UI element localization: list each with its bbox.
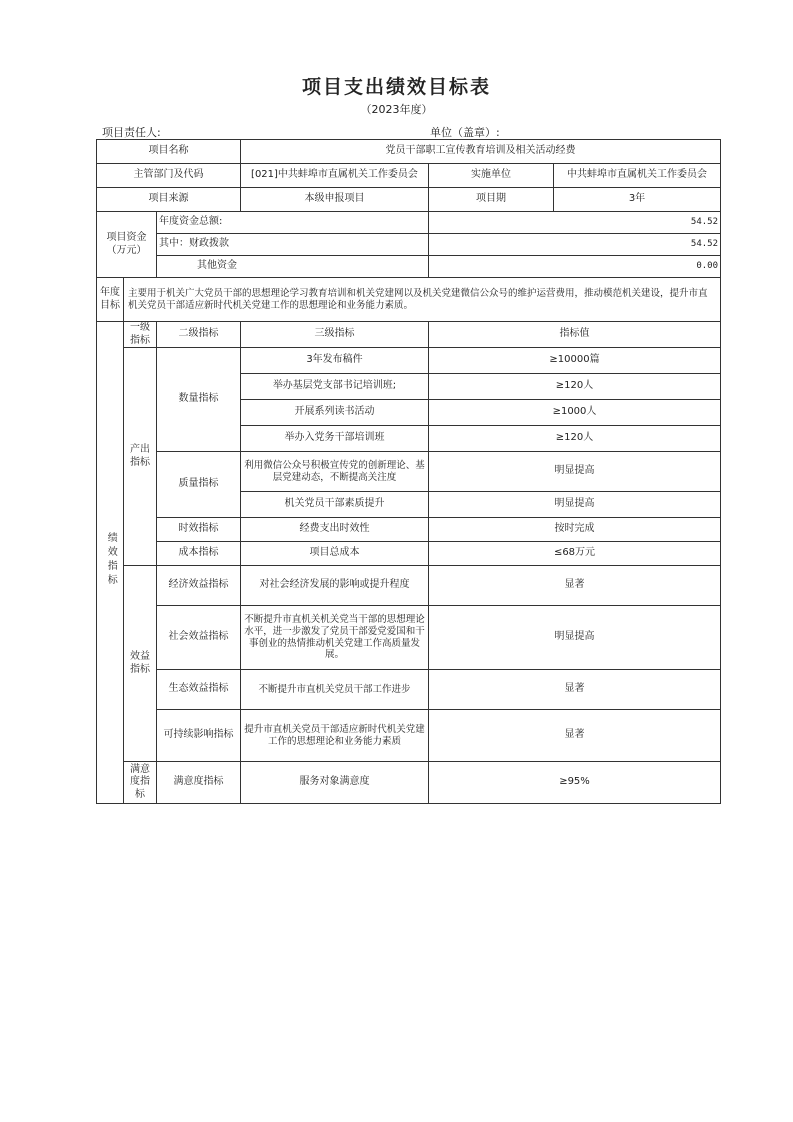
fiscal-year: （2023年度） [360,103,433,116]
timeliness-item-name: 经费支出时效性 [241,518,429,542]
level1-header: 一级 指标 [124,322,157,348]
benefit-index-label: 效益 指标 [124,566,157,762]
sustainable-index-label: 可持续影响指标 [157,710,241,762]
timeliness-item-value: 按时完成 [429,518,721,542]
quantity-item-value: ≥120人 [429,426,721,452]
annual-total-value: 54.52 [429,212,721,234]
project-funds-label: 项目资金 （万元） [97,212,157,278]
annual-goal-text: 主要用于机关广大党员干部的思想理论学习教育培训和机关党建网以及机关党建微信公众号的维护运营费用，推动模范机关建设，提升市直机关党员干部适应新时代机关党建工作的思想理论和业务能力素质。 [124,278,721,322]
performance-index-label: 绩效指标 [105,532,117,589]
sustainable-item-name: 提升市直机关党员干部适应新时代机关党建工作的思想理论和业务能力素质 [241,710,429,762]
social-item-name: 不断提升市直机关机关党当干部的思想理论水平，进一步激发了党员干部爱党爱国和干事创业的热情推动机关党建工作高质量发展。 [241,606,429,670]
quantity-index-label: 数量指标 [157,348,241,452]
ecological-item-name: 不断提升市直机关党员干部工作进步 [241,670,429,710]
ecological-index-label: 生态效益指标 [157,670,241,710]
satisfaction-item-name: 服务对象满意度 [241,762,429,804]
quantity-item-name: 开展系列读书活动 [241,400,429,426]
quantity-item-value: ≥120人 [429,374,721,400]
timeliness-index-label: 时效指标 [157,518,241,542]
project-name-label: 项目名称 [97,140,241,164]
quantity-item-name: 举办入党务干部培训班 [241,426,429,452]
economic-item-value: 显著 [429,566,721,606]
project-period-value: 3年 [554,188,721,212]
ecological-item-value: 显著 [429,670,721,710]
quality-item-value: 明显提高 [429,452,721,492]
output-index-label: 产出 指标 [124,348,157,566]
economic-item-name: 对社会经济发展的影响或提升程度 [241,566,429,606]
cost-index-label: 成本指标 [157,542,241,566]
dept-code-value: [021]中共蚌埠市直属机关工作委员会 [241,164,429,188]
dept-code-label: 主管部门及代码 [97,164,241,188]
quality-item-name: 机关党员干部素质提升 [241,492,429,518]
project-name-value: 党员干部职工宣传教育培训及相关活动经费 [241,140,721,164]
quantity-item-value: ≥10000篇 [429,348,721,374]
level2-header: 二级指标 [157,322,241,348]
fiscal-funds-value: 54.52 [429,234,721,256]
satisfaction-sub-label: 满意度指标 [157,762,241,804]
project-source-value: 本级申报项目 [241,188,429,212]
page-title: 项目支出绩效目标表 [301,76,491,98]
quality-item-name: 利用微信公众号积极宣传党的创新理论、基层党建动态，不断提高关注度 [241,452,429,492]
satisfaction-index-label: 满意 度指 标 [124,762,157,804]
project-period-label: 项目期 [429,188,554,212]
cost-item-value: ≤68万元 [429,542,721,566]
quantity-item-value: ≥1000人 [429,400,721,426]
responsible-person-label: 项目责任人: [102,126,161,139]
other-funds-label: 其他资金 [157,256,429,278]
economic-index-label: 经济效益指标 [157,566,241,606]
social-item-value: 明显提高 [429,606,721,670]
impl-unit-label: 实施单位 [429,164,554,188]
performance-target-table [96,139,721,804]
cost-item-name: 项目总成本 [241,542,429,566]
quantity-item-name: 举办基层党支部书记培训班; [241,374,429,400]
quantity-item-name: 3年发布稿件 [241,348,429,374]
quality-index-label: 质量指标 [157,452,241,518]
fiscal-funds-label: 其中：财政拨款 [157,234,429,256]
project-source-label: 项目来源 [97,188,241,212]
unit-seal-label: 单位（盖章）: [430,126,500,139]
impl-unit-value: 中共蚌埠市直属机关工作委员会 [554,164,721,188]
level3-header: 三级指标 [241,322,429,348]
other-funds-value: 0.00 [429,256,721,278]
annual-goal-label: 年度 目标 [97,278,124,322]
sustainable-item-value: 显著 [429,710,721,762]
social-index-label: 社会效益指标 [157,606,241,670]
satisfaction-item-value: ≥95% [429,762,721,804]
index-value-header: 指标值 [429,322,721,348]
annual-total-label: 年度资金总额: [157,212,429,234]
quality-item-value: 明显提高 [429,492,721,518]
